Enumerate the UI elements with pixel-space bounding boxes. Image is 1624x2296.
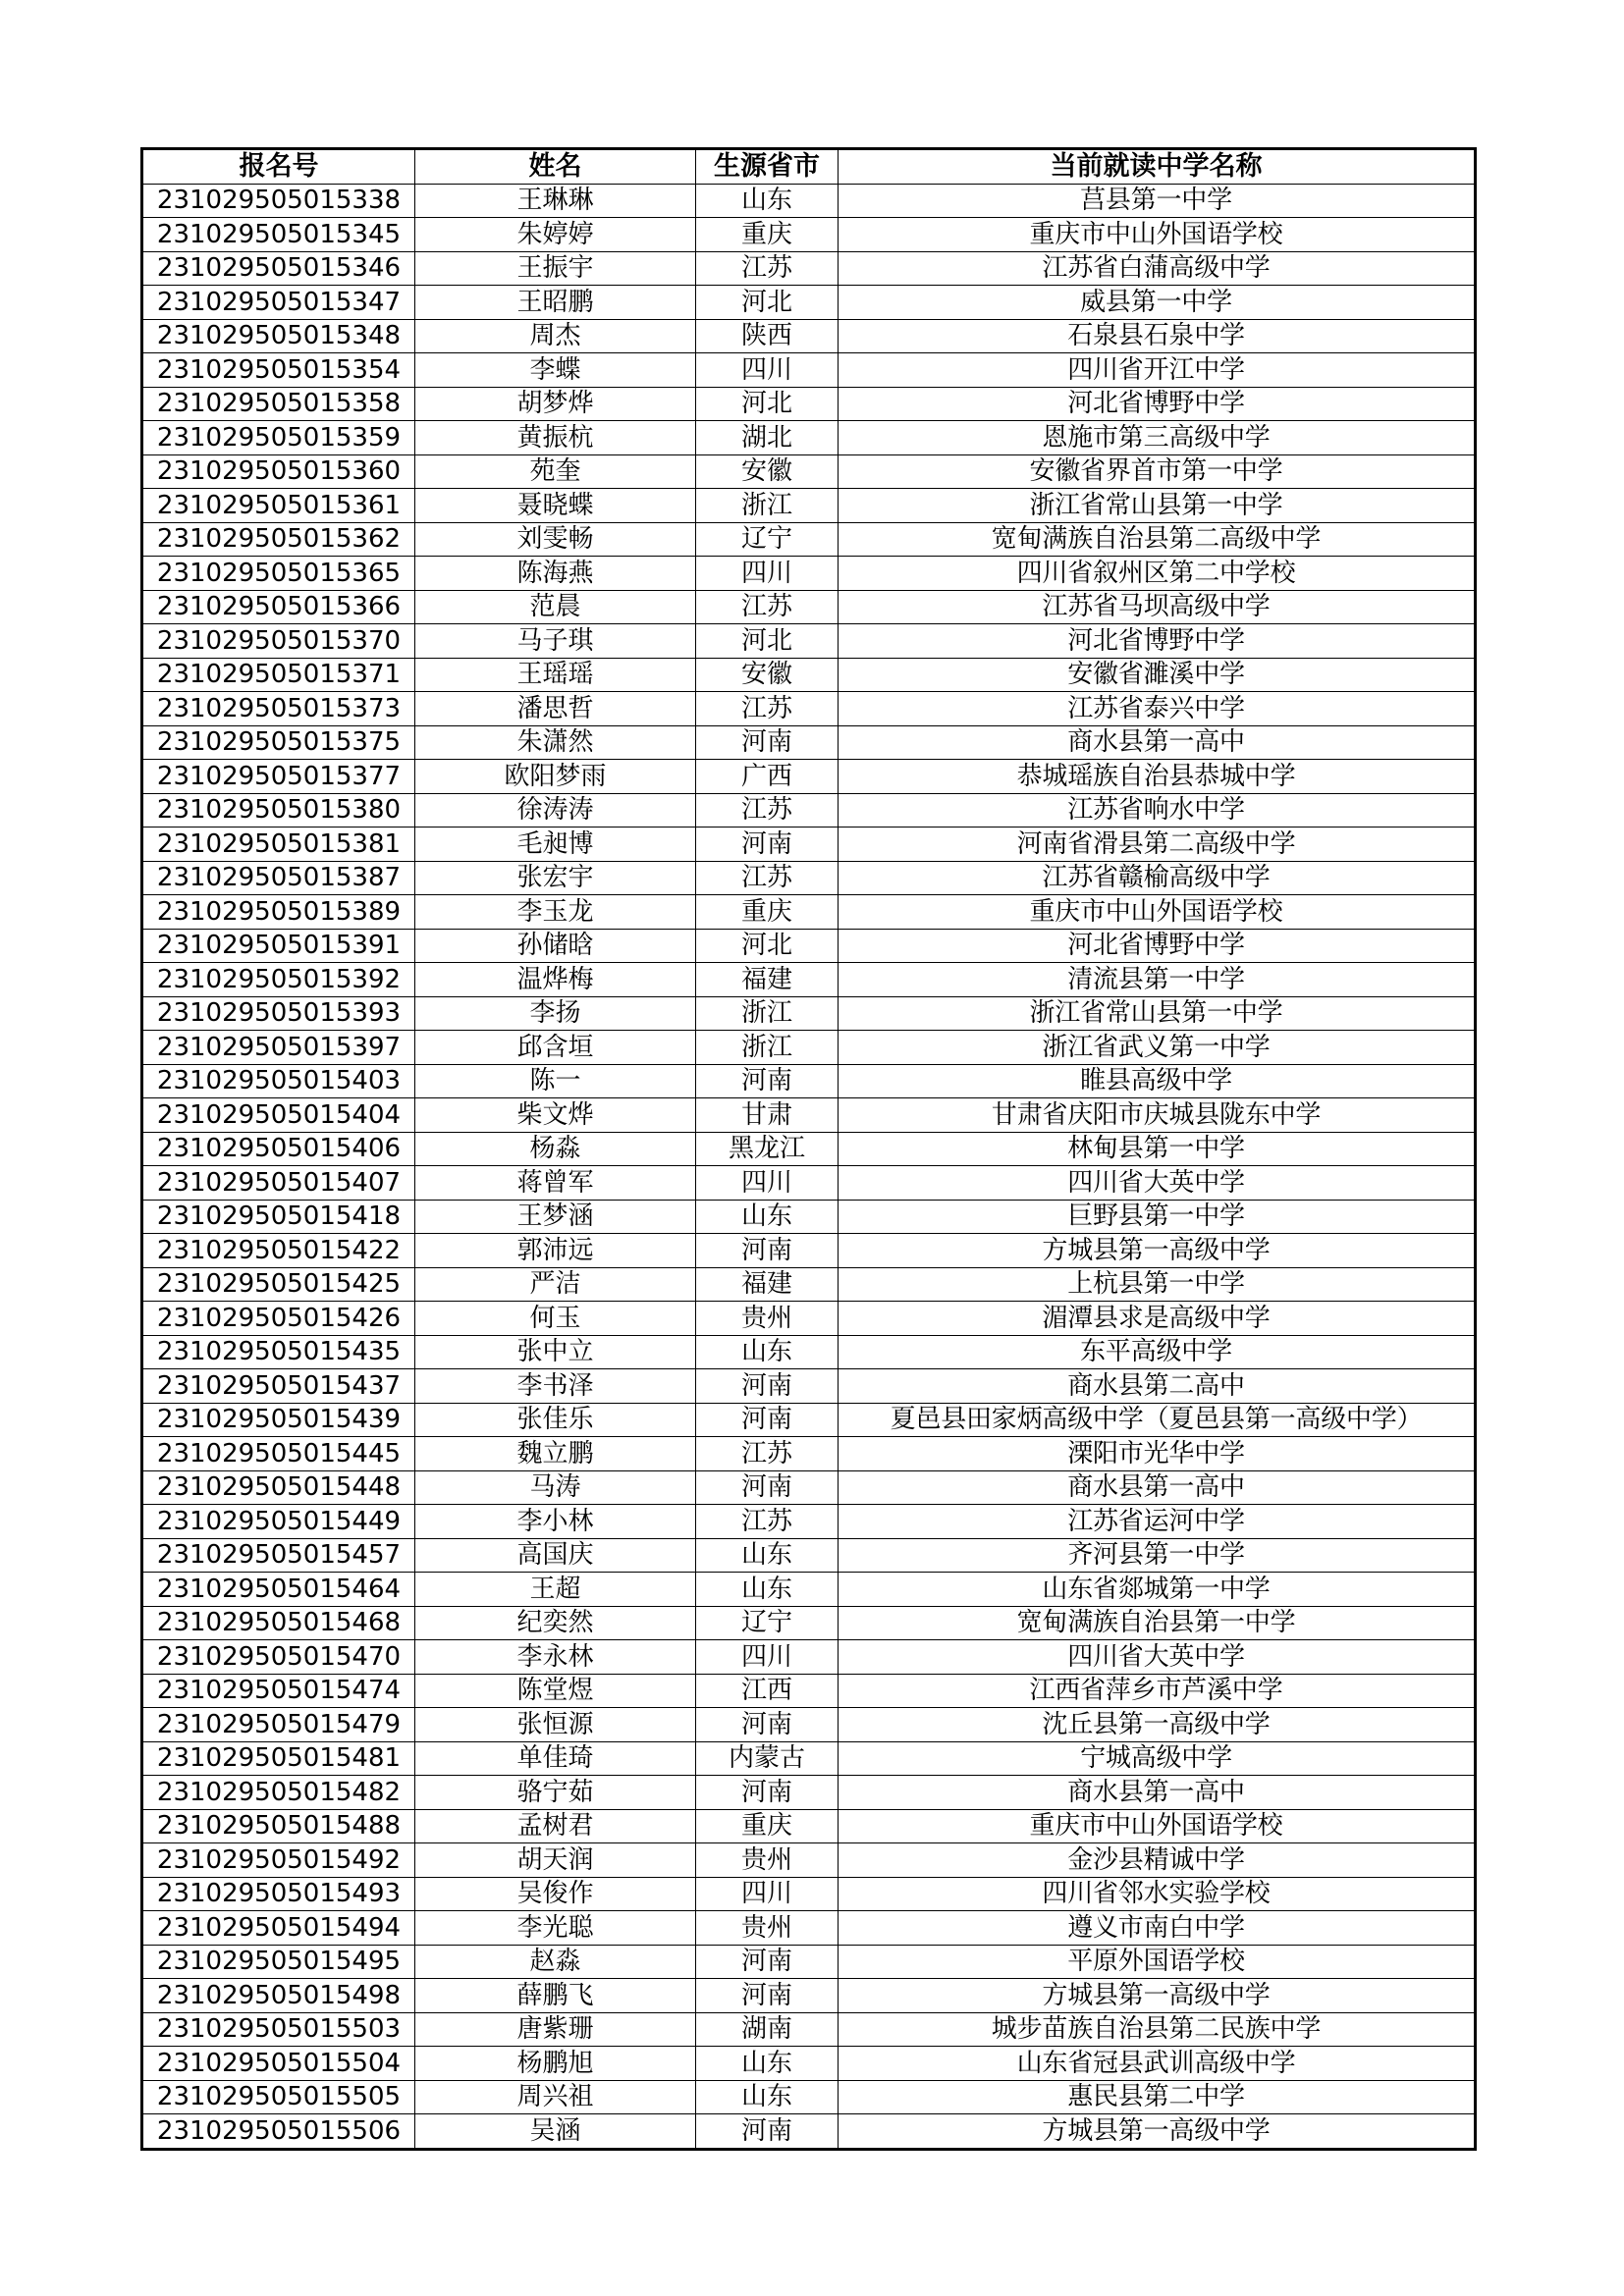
student-name-cell: 范晨 xyxy=(415,590,696,624)
registration-number-cell: 231029505015425 xyxy=(142,1267,415,1302)
student-name-cell: 柴文烨 xyxy=(415,1098,696,1133)
student-name-cell: 杨鹏旭 xyxy=(415,2047,696,2081)
province-cell: 江苏 xyxy=(696,793,839,828)
registration-number-cell: 231029505015373 xyxy=(142,692,415,726)
table-row xyxy=(142,760,1476,794)
table-row xyxy=(142,1809,1476,1843)
registration-table xyxy=(140,147,1477,2151)
registration-number-cell: 231029505015366 xyxy=(142,590,415,624)
table-row xyxy=(142,1335,1476,1369)
province-cell: 河南 xyxy=(696,1369,839,1404)
table-row xyxy=(142,319,1476,353)
province-cell: 安徽 xyxy=(696,454,839,489)
province-cell: 湖北 xyxy=(696,421,839,455)
province-cell: 贵州 xyxy=(696,1302,839,1336)
student-name-cell: 王昭鹏 xyxy=(415,286,696,320)
table-row xyxy=(142,1470,1476,1505)
province-cell: 河北 xyxy=(696,286,839,320)
school-name-cell: 江苏省泰兴中学 xyxy=(839,692,1476,726)
registration-number-cell: 231029505015468 xyxy=(142,1606,415,1640)
student-name-cell: 魏立鹏 xyxy=(415,1437,696,1471)
table-row xyxy=(142,387,1476,421)
province-cell: 山东 xyxy=(696,1335,839,1369)
province-cell: 四川 xyxy=(696,353,839,388)
province-cell: 四川 xyxy=(696,557,839,591)
school-name-cell: 恩施市第三高级中学 xyxy=(839,421,1476,455)
registration-number-cell: 231029505015506 xyxy=(142,2114,415,2150)
registration-number-cell: 231029505015375 xyxy=(142,725,415,760)
registration-number-cell: 231029505015449 xyxy=(142,1505,415,1539)
table-row xyxy=(142,1302,1476,1336)
school-name-cell: 宽甸满族自治县第二高级中学 xyxy=(839,522,1476,557)
table-row xyxy=(142,996,1476,1031)
school-name-cell: 江苏省白蒲高级中学 xyxy=(839,251,1476,286)
school-name-cell: 四川省叙州区第二中学校 xyxy=(839,557,1476,591)
school-name-cell: 浙江省武义第一中学 xyxy=(839,1031,1476,1065)
student-name-cell: 朱婷婷 xyxy=(415,218,696,252)
province-cell: 河南 xyxy=(696,1776,839,1810)
school-name-cell: 巨野县第一中学 xyxy=(839,1200,1476,1234)
table-row xyxy=(142,828,1476,862)
province-cell: 重庆 xyxy=(696,1809,839,1843)
student-name-cell: 温烨梅 xyxy=(415,963,696,997)
table-row xyxy=(142,1369,1476,1404)
registration-number-cell: 231029505015393 xyxy=(142,996,415,1031)
school-name-cell: 甘肃省庆阳市庆城县陇东中学 xyxy=(839,1098,1476,1133)
header-name: 姓名 xyxy=(415,149,696,185)
table-row xyxy=(142,2080,1476,2114)
province-cell: 山东 xyxy=(696,2080,839,2114)
school-name-cell: 宽甸满族自治县第一中学 xyxy=(839,1606,1476,1640)
table-row xyxy=(142,725,1476,760)
table-row xyxy=(142,1911,1476,1946)
school-name-cell: 惠民县第二中学 xyxy=(839,2080,1476,2114)
province-cell: 山东 xyxy=(696,184,839,218)
registration-number-cell: 231029505015439 xyxy=(142,1403,415,1437)
student-name-cell: 陈一 xyxy=(415,1064,696,1098)
student-name-cell: 李书泽 xyxy=(415,1369,696,1404)
table-row xyxy=(142,1741,1476,1776)
student-name-cell: 张恒源 xyxy=(415,1708,696,1742)
table-row xyxy=(142,2114,1476,2150)
student-name-cell: 蒋曾军 xyxy=(415,1166,696,1201)
school-name-cell: 商水县第一高中 xyxy=(839,1776,1476,1810)
school-name-cell: 湄潭县求是高级中学 xyxy=(839,1302,1476,1336)
province-cell: 甘肃 xyxy=(696,1098,839,1133)
table-row xyxy=(142,454,1476,489)
registration-number-cell: 231029505015361 xyxy=(142,489,415,523)
province-cell: 河南 xyxy=(696,1064,839,1098)
student-name-cell: 朱潇然 xyxy=(415,725,696,760)
school-name-cell: 商水县第一高中 xyxy=(839,725,1476,760)
school-name-cell: 溧阳市光华中学 xyxy=(839,1437,1476,1471)
student-name-cell: 杨淼 xyxy=(415,1132,696,1166)
registration-number-cell: 231029505015338 xyxy=(142,184,415,218)
province-cell: 河南 xyxy=(696,1945,839,1979)
table-row xyxy=(142,895,1476,930)
student-name-cell: 薛鹏飞 xyxy=(415,1979,696,2013)
table-row xyxy=(142,522,1476,557)
student-name-cell: 胡天润 xyxy=(415,1843,696,1878)
table-row xyxy=(142,1064,1476,1098)
student-name-cell: 刘雯畅 xyxy=(415,522,696,557)
table-row xyxy=(142,1979,1476,2013)
table-row xyxy=(142,1843,1476,1878)
registration-number-cell: 231029505015358 xyxy=(142,387,415,421)
student-name-cell: 吴俊作 xyxy=(415,1877,696,1911)
province-cell: 河北 xyxy=(696,624,839,659)
school-name-cell: 安徽省濉溪中学 xyxy=(839,658,1476,692)
province-cell: 贵州 xyxy=(696,1843,839,1878)
school-name-cell: 山东省冠县武训高级中学 xyxy=(839,2047,1476,2081)
table-row xyxy=(142,963,1476,997)
school-name-cell: 河南省滑县第二高级中学 xyxy=(839,828,1476,862)
table-row xyxy=(142,929,1476,963)
student-name-cell: 王梦涵 xyxy=(415,1200,696,1234)
school-name-cell: 沈丘县第一高级中学 xyxy=(839,1708,1476,1742)
province-cell: 河南 xyxy=(696,1470,839,1505)
table-row xyxy=(142,793,1476,828)
province-cell: 山东 xyxy=(696,1573,839,1607)
header-registration-number: 报名号 xyxy=(142,149,415,185)
province-cell: 河南 xyxy=(696,1403,839,1437)
province-cell: 山东 xyxy=(696,1200,839,1234)
school-name-cell: 城步苗族自治县第二民族中学 xyxy=(839,2012,1476,2047)
province-cell: 河南 xyxy=(696,2114,839,2150)
province-cell: 江苏 xyxy=(696,251,839,286)
school-name-cell: 江苏省响水中学 xyxy=(839,793,1476,828)
school-name-cell: 四川省大英中学 xyxy=(839,1166,1476,1201)
registration-number-cell: 231029505015371 xyxy=(142,658,415,692)
table-row xyxy=(142,1031,1476,1065)
registration-number-cell: 231029505015448 xyxy=(142,1470,415,1505)
table-row xyxy=(142,2012,1476,2047)
registration-number-cell: 231029505015380 xyxy=(142,793,415,828)
registration-number-cell: 231029505015381 xyxy=(142,828,415,862)
school-name-cell: 四川省邻水实验学校 xyxy=(839,1877,1476,1911)
header-school: 当前就读中学名称 xyxy=(839,149,1476,185)
student-name-cell: 郭沛远 xyxy=(415,1234,696,1268)
school-name-cell: 宁城高级中学 xyxy=(839,1741,1476,1776)
province-cell: 浙江 xyxy=(696,996,839,1031)
registration-number-cell: 231029505015346 xyxy=(142,251,415,286)
school-name-cell: 威县第一中学 xyxy=(839,286,1476,320)
school-name-cell: 方城县第一高级中学 xyxy=(839,1979,1476,2013)
school-name-cell: 林甸县第一中学 xyxy=(839,1132,1476,1166)
province-cell: 福建 xyxy=(696,1267,839,1302)
table-row xyxy=(142,624,1476,659)
registration-number-cell: 231029505015422 xyxy=(142,1234,415,1268)
registration-number-cell: 231029505015392 xyxy=(142,963,415,997)
school-name-cell: 恭城瑶族自治县恭城中学 xyxy=(839,760,1476,794)
province-cell: 辽宁 xyxy=(696,522,839,557)
province-cell: 辽宁 xyxy=(696,1606,839,1640)
school-name-cell: 江苏省赣榆高级中学 xyxy=(839,861,1476,895)
table-row xyxy=(142,1505,1476,1539)
province-cell: 江苏 xyxy=(696,590,839,624)
registration-number-cell: 231029505015457 xyxy=(142,1538,415,1573)
province-cell: 四川 xyxy=(696,1877,839,1911)
registration-number-cell: 231029505015493 xyxy=(142,1877,415,1911)
header-province: 生源省市 xyxy=(696,149,839,185)
table-row xyxy=(142,1437,1476,1471)
table-row xyxy=(142,1132,1476,1166)
registration-number-cell: 231029505015435 xyxy=(142,1335,415,1369)
school-name-cell: 夏邑县田家炳高级中学（夏邑县第一高级中学） xyxy=(839,1403,1476,1437)
table-row xyxy=(142,251,1476,286)
student-name-cell: 严洁 xyxy=(415,1267,696,1302)
student-name-cell: 苑奎 xyxy=(415,454,696,489)
registration-number-cell: 231029505015445 xyxy=(142,1437,415,1471)
province-cell: 江苏 xyxy=(696,692,839,726)
student-name-cell: 胡梦烨 xyxy=(415,387,696,421)
school-name-cell: 四川省开江中学 xyxy=(839,353,1476,388)
registration-number-cell: 231029505015404 xyxy=(142,1098,415,1133)
student-name-cell: 周杰 xyxy=(415,319,696,353)
school-name-cell: 四川省大英中学 xyxy=(839,1640,1476,1675)
school-name-cell: 安徽省界首市第一中学 xyxy=(839,454,1476,489)
table-row xyxy=(142,1267,1476,1302)
registration-number-cell: 231029505015406 xyxy=(142,1132,415,1166)
province-cell: 广西 xyxy=(696,760,839,794)
school-name-cell: 方城县第一高级中学 xyxy=(839,2114,1476,2150)
province-cell: 贵州 xyxy=(696,1911,839,1946)
registration-number-cell: 231029505015470 xyxy=(142,1640,415,1675)
registration-number-cell: 231029505015426 xyxy=(142,1302,415,1336)
registration-number-cell: 231029505015479 xyxy=(142,1708,415,1742)
student-name-cell: 骆宁茹 xyxy=(415,1776,696,1810)
registration-number-cell: 231029505015407 xyxy=(142,1166,415,1201)
province-cell: 河北 xyxy=(696,929,839,963)
student-name-cell: 黄振杭 xyxy=(415,421,696,455)
table-row xyxy=(142,489,1476,523)
registration-number-cell: 231029505015494 xyxy=(142,1911,415,1946)
student-name-cell: 李永林 xyxy=(415,1640,696,1675)
registration-number-cell: 231029505015387 xyxy=(142,861,415,895)
school-name-cell: 齐河县第一中学 xyxy=(839,1538,1476,1573)
province-cell: 江苏 xyxy=(696,861,839,895)
registration-number-cell: 231029505015488 xyxy=(142,1809,415,1843)
student-name-cell: 张中立 xyxy=(415,1335,696,1369)
registration-number-cell: 231029505015397 xyxy=(142,1031,415,1065)
province-cell: 安徽 xyxy=(696,658,839,692)
school-name-cell: 浙江省常山县第一中学 xyxy=(839,996,1476,1031)
province-cell: 陕西 xyxy=(696,319,839,353)
registration-number-cell: 231029505015389 xyxy=(142,895,415,930)
registration-number-cell: 231029505015365 xyxy=(142,557,415,591)
table-row xyxy=(142,1538,1476,1573)
school-name-cell: 商水县第二高中 xyxy=(839,1369,1476,1404)
student-name-cell: 陈海燕 xyxy=(415,557,696,591)
table-row xyxy=(142,1234,1476,1268)
registration-number-cell: 231029505015377 xyxy=(142,760,415,794)
registration-number-cell: 231029505015498 xyxy=(142,1979,415,2013)
registration-number-cell: 231029505015492 xyxy=(142,1843,415,1878)
province-cell: 重庆 xyxy=(696,895,839,930)
school-name-cell: 重庆市中山外国语学校 xyxy=(839,218,1476,252)
school-name-cell: 金沙县精诚中学 xyxy=(839,1843,1476,1878)
table-row xyxy=(142,1708,1476,1742)
registration-number-cell: 231029505015464 xyxy=(142,1573,415,1607)
student-name-cell: 唐紫珊 xyxy=(415,2012,696,2047)
province-cell: 内蒙古 xyxy=(696,1741,839,1776)
registration-number-cell: 231029505015391 xyxy=(142,929,415,963)
province-cell: 河北 xyxy=(696,387,839,421)
registration-number-cell: 231029505015345 xyxy=(142,218,415,252)
school-name-cell: 石泉县石泉中学 xyxy=(839,319,1476,353)
student-name-cell: 张宏宇 xyxy=(415,861,696,895)
province-cell: 黑龙江 xyxy=(696,1132,839,1166)
province-cell: 山东 xyxy=(696,1538,839,1573)
registration-number-cell: 231029505015362 xyxy=(142,522,415,557)
table-row xyxy=(142,1098,1476,1133)
province-cell: 四川 xyxy=(696,1640,839,1675)
registration-number-cell: 231029505015503 xyxy=(142,2012,415,2047)
school-name-cell: 河北省博野中学 xyxy=(839,387,1476,421)
school-name-cell: 商水县第一高中 xyxy=(839,1470,1476,1505)
table-row xyxy=(142,1640,1476,1675)
registration-number-cell: 231029505015474 xyxy=(142,1674,415,1708)
student-name-cell: 陈堂煜 xyxy=(415,1674,696,1708)
school-name-cell: 江苏省运河中学 xyxy=(839,1505,1476,1539)
student-name-cell: 徐涛涛 xyxy=(415,793,696,828)
school-name-cell: 重庆市中山外国语学校 xyxy=(839,1809,1476,1843)
school-name-cell: 江苏省马坝高级中学 xyxy=(839,590,1476,624)
table-row xyxy=(142,861,1476,895)
student-name-cell: 李玉龙 xyxy=(415,895,696,930)
province-cell: 江苏 xyxy=(696,1505,839,1539)
registration-number-cell: 231029505015360 xyxy=(142,454,415,489)
school-name-cell: 清流县第一中学 xyxy=(839,963,1476,997)
school-name-cell: 方城县第一高级中学 xyxy=(839,1234,1476,1268)
province-cell: 福建 xyxy=(696,963,839,997)
table-row xyxy=(142,353,1476,388)
student-name-cell: 李蝶 xyxy=(415,353,696,388)
student-name-cell: 孙储晗 xyxy=(415,929,696,963)
student-name-cell: 高国庆 xyxy=(415,1538,696,1573)
school-name-cell: 江西省萍乡市芦溪中学 xyxy=(839,1674,1476,1708)
table-row xyxy=(142,557,1476,591)
student-name-cell: 王瑶瑶 xyxy=(415,658,696,692)
province-cell: 四川 xyxy=(696,1166,839,1201)
student-name-cell: 邱含垣 xyxy=(415,1031,696,1065)
table-row xyxy=(142,1945,1476,1979)
school-name-cell: 浙江省常山县第一中学 xyxy=(839,489,1476,523)
school-name-cell: 遵义市南白中学 xyxy=(839,1911,1476,1946)
school-name-cell: 河北省博野中学 xyxy=(839,624,1476,659)
registration-number-cell: 231029505015437 xyxy=(142,1369,415,1404)
school-name-cell: 东平高级中学 xyxy=(839,1335,1476,1369)
student-name-cell: 李小林 xyxy=(415,1505,696,1539)
registration-number-cell: 231029505015504 xyxy=(142,2047,415,2081)
table-row xyxy=(142,184,1476,218)
table-row xyxy=(142,590,1476,624)
header-row xyxy=(142,149,1476,185)
student-name-cell: 李扬 xyxy=(415,996,696,1031)
registration-number-cell: 231029505015354 xyxy=(142,353,415,388)
registration-number-cell: 231029505015359 xyxy=(142,421,415,455)
table-row xyxy=(142,2047,1476,2081)
student-name-cell: 王琳琳 xyxy=(415,184,696,218)
student-name-cell: 聂晓蝶 xyxy=(415,489,696,523)
registration-number-cell: 231029505015482 xyxy=(142,1776,415,1810)
province-cell: 江西 xyxy=(696,1674,839,1708)
province-cell: 河南 xyxy=(696,1979,839,2013)
student-name-cell: 潘思哲 xyxy=(415,692,696,726)
school-name-cell: 平原外国语学校 xyxy=(839,1945,1476,1979)
student-name-cell: 李光聪 xyxy=(415,1911,696,1946)
registration-number-cell: 231029505015348 xyxy=(142,319,415,353)
school-name-cell: 重庆市中山外国语学校 xyxy=(839,895,1476,930)
table-row xyxy=(142,421,1476,455)
table-row xyxy=(142,1200,1476,1234)
student-name-cell: 单佳琦 xyxy=(415,1741,696,1776)
province-cell: 浙江 xyxy=(696,489,839,523)
province-cell: 河南 xyxy=(696,828,839,862)
province-cell: 河南 xyxy=(696,1708,839,1742)
student-name-cell: 欧阳梦雨 xyxy=(415,760,696,794)
table-row xyxy=(142,1606,1476,1640)
table-row xyxy=(142,1674,1476,1708)
province-cell: 重庆 xyxy=(696,218,839,252)
table-row xyxy=(142,1877,1476,1911)
province-cell: 浙江 xyxy=(696,1031,839,1065)
student-name-cell: 周兴祖 xyxy=(415,2080,696,2114)
student-name-cell: 王振宇 xyxy=(415,251,696,286)
student-name-cell: 吴涵 xyxy=(415,2114,696,2150)
student-name-cell: 纪奕然 xyxy=(415,1606,696,1640)
school-name-cell: 上杭县第一中学 xyxy=(839,1267,1476,1302)
table-row xyxy=(142,692,1476,726)
table-row xyxy=(142,1573,1476,1607)
registration-number-cell: 231029505015418 xyxy=(142,1200,415,1234)
province-cell: 湖南 xyxy=(696,2012,839,2047)
registration-number-cell: 231029505015481 xyxy=(142,1741,415,1776)
student-name-cell: 马子琪 xyxy=(415,624,696,659)
province-cell: 河南 xyxy=(696,725,839,760)
registration-number-cell: 231029505015505 xyxy=(142,2080,415,2114)
registration-number-cell: 231029505015495 xyxy=(142,1945,415,1979)
school-name-cell: 睢县高级中学 xyxy=(839,1064,1476,1098)
table-row xyxy=(142,286,1476,320)
student-name-cell: 孟树君 xyxy=(415,1809,696,1843)
student-name-cell: 马涛 xyxy=(415,1470,696,1505)
school-name-cell: 莒县第一中学 xyxy=(839,184,1476,218)
student-name-cell: 王超 xyxy=(415,1573,696,1607)
province-cell: 山东 xyxy=(696,2047,839,2081)
school-name-cell: 山东省郯城第一中学 xyxy=(839,1573,1476,1607)
student-name-cell: 张佳乐 xyxy=(415,1403,696,1437)
table-row xyxy=(142,658,1476,692)
table-row xyxy=(142,218,1476,252)
student-name-cell: 何玉 xyxy=(415,1302,696,1336)
student-name-cell: 赵淼 xyxy=(415,1945,696,1979)
school-name-cell: 河北省博野中学 xyxy=(839,929,1476,963)
registration-number-cell: 231029505015370 xyxy=(142,624,415,659)
table-row xyxy=(142,1166,1476,1201)
registration-number-cell: 231029505015347 xyxy=(142,286,415,320)
province-cell: 江苏 xyxy=(696,1437,839,1471)
table-row xyxy=(142,1776,1476,1810)
student-name-cell: 毛昶博 xyxy=(415,828,696,862)
table-row xyxy=(142,1403,1476,1437)
registration-number-cell: 231029505015403 xyxy=(142,1064,415,1098)
province-cell: 河南 xyxy=(696,1234,839,1268)
